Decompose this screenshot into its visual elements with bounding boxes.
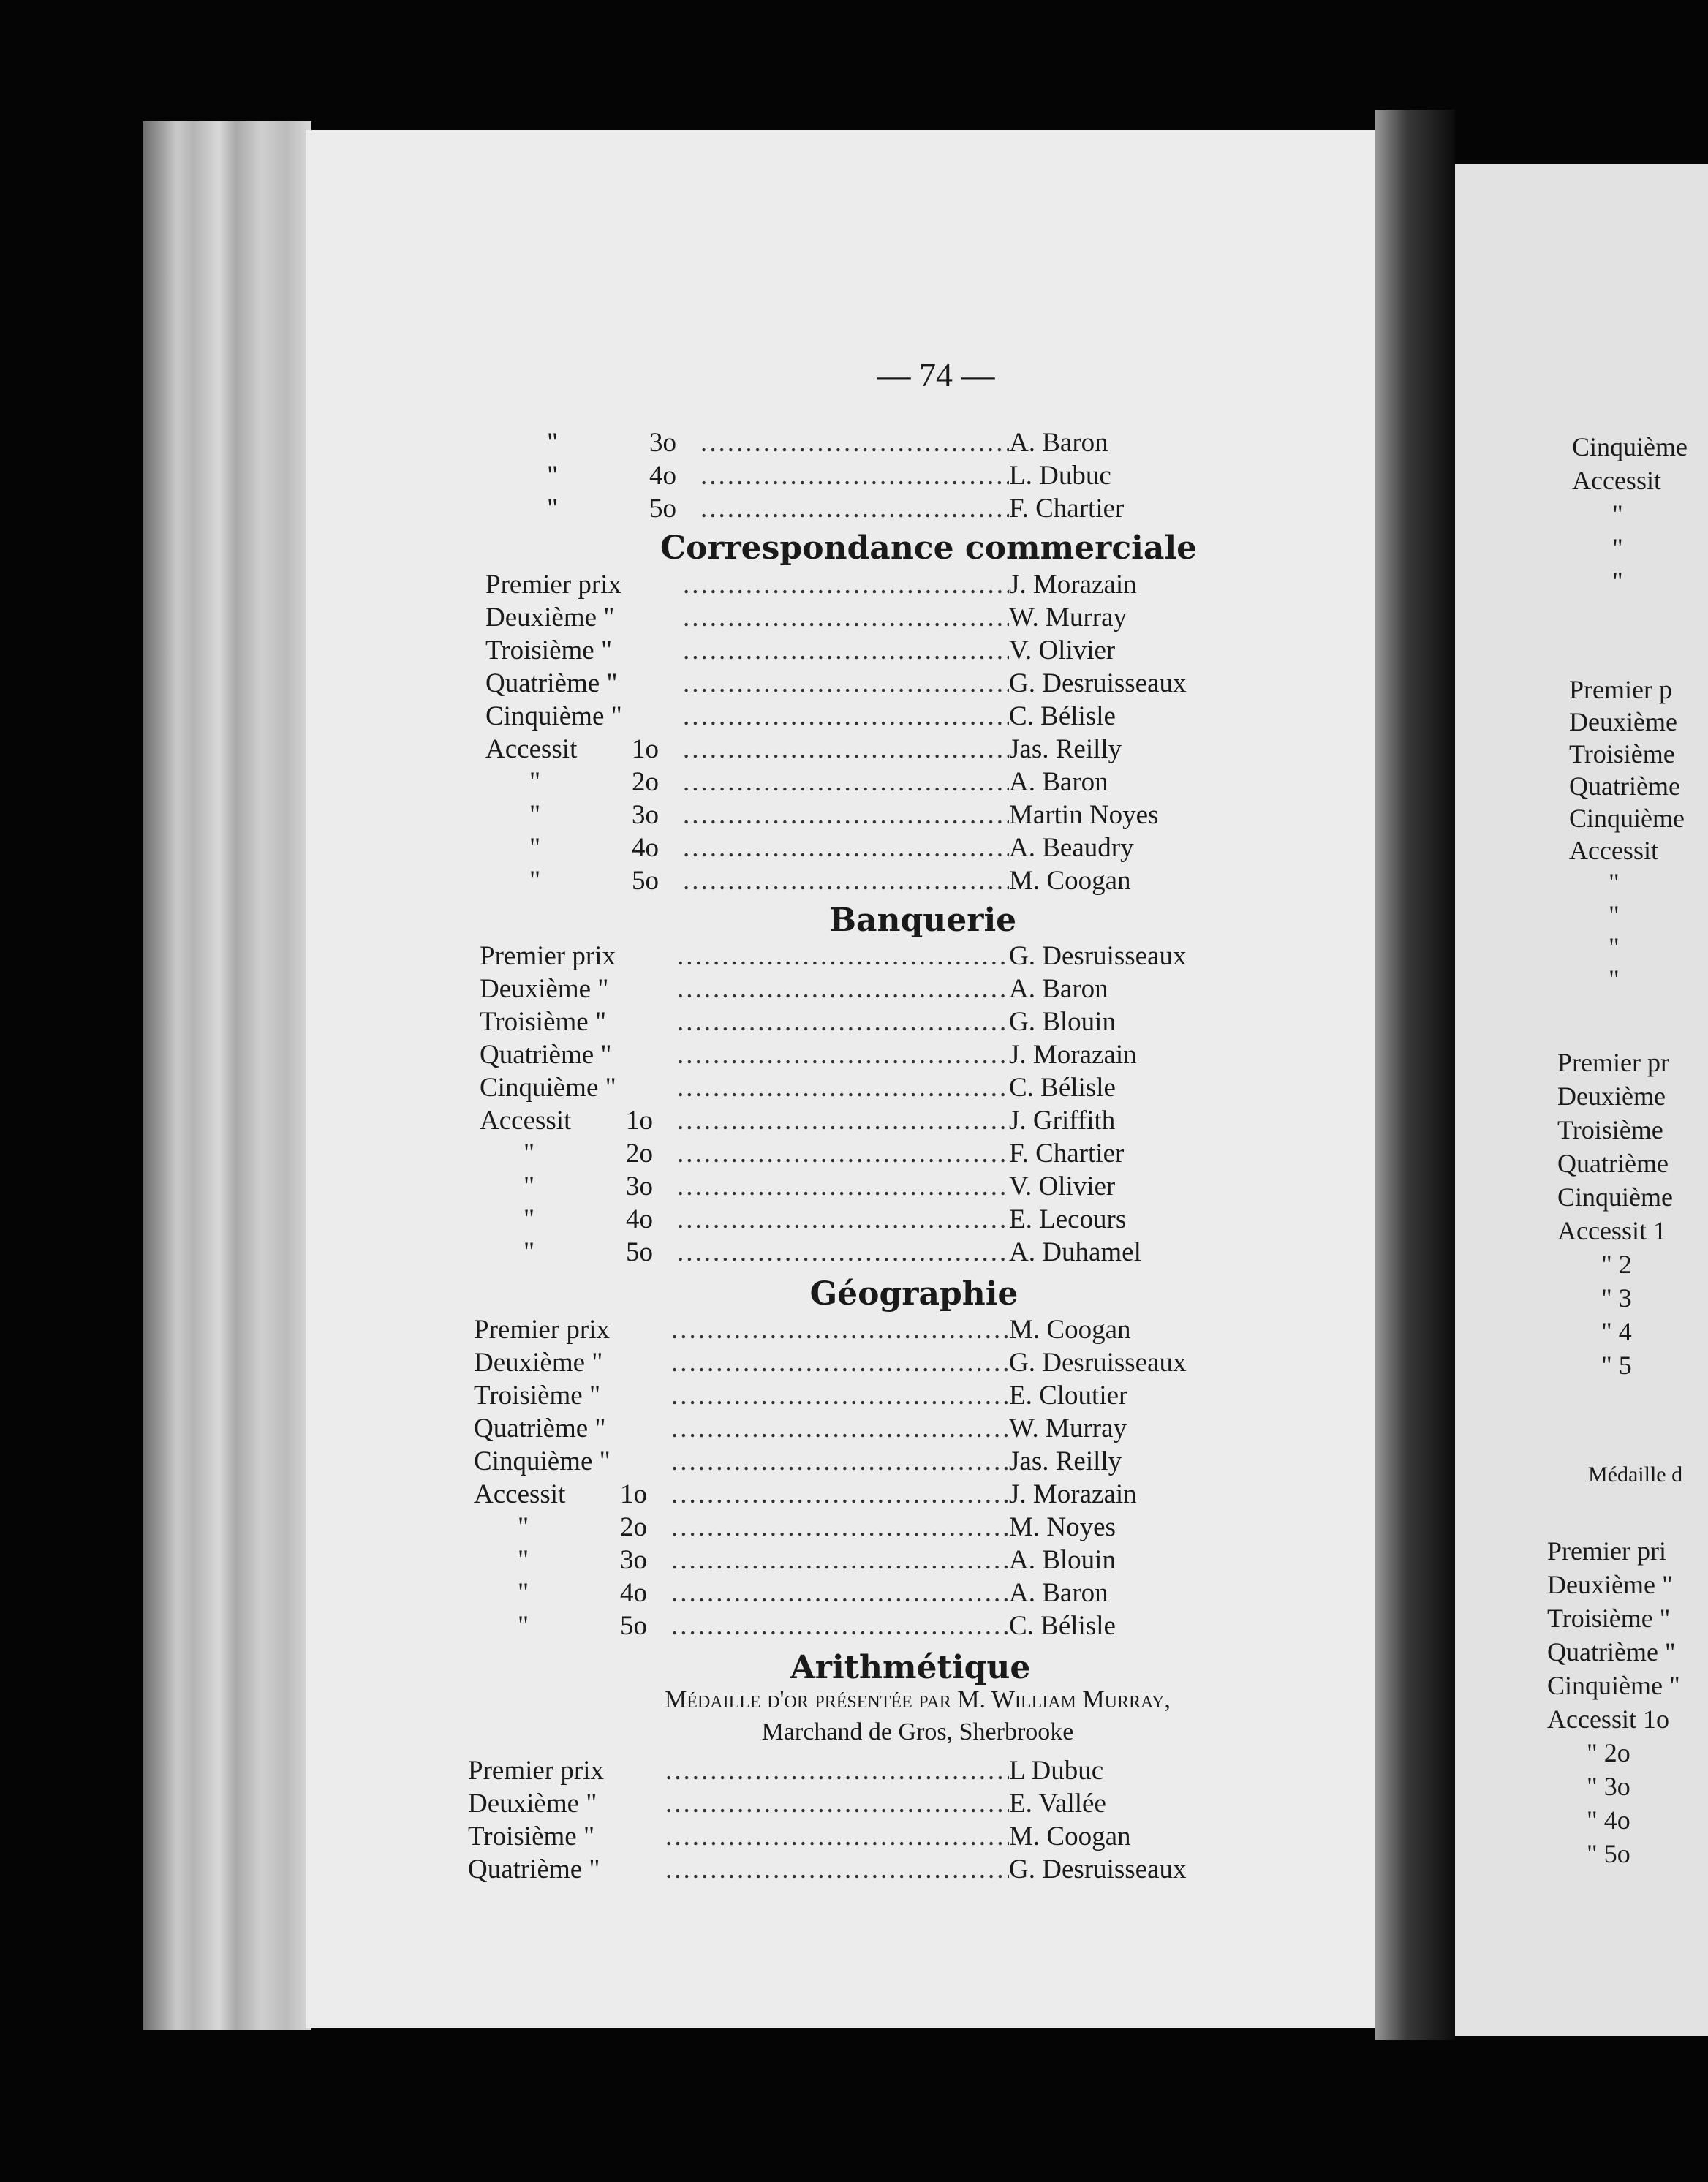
accessit-ordinal: 5o bbox=[632, 866, 659, 896]
right-medal-note: Médaille d bbox=[1588, 1462, 1683, 1487]
leader-dots bbox=[671, 1511, 1009, 1544]
prize-rank: Cinquième " bbox=[480, 1073, 616, 1103]
right-line: Deuxième " bbox=[1547, 1570, 1673, 1599]
right-line: " bbox=[1609, 900, 1620, 929]
leader-dots bbox=[700, 460, 1009, 492]
accessit-ordinal: 1o bbox=[626, 1106, 653, 1136]
prize-row bbox=[480, 1237, 1243, 1269]
student-name: L Dubuc bbox=[1009, 1756, 1104, 1786]
section-heading: Géographie bbox=[809, 1275, 1019, 1313]
right-line: " bbox=[1609, 964, 1620, 994]
prize-row bbox=[485, 569, 1243, 601]
prize-row bbox=[474, 1511, 1243, 1544]
leader-dots bbox=[671, 1347, 1009, 1379]
student-name: M. Coogan bbox=[1009, 1822, 1131, 1851]
prize-row bbox=[474, 1380, 1243, 1412]
right-line: Accessit 1 bbox=[1557, 1216, 1666, 1245]
right-line: " 2 bbox=[1601, 1250, 1632, 1279]
prize-rank: Premier prix bbox=[485, 570, 621, 600]
accessit-ordinal: 4o bbox=[620, 1578, 647, 1608]
leader-dots bbox=[665, 1854, 1009, 1886]
leader-dots bbox=[671, 1314, 1009, 1346]
leader-dots bbox=[665, 1755, 1009, 1787]
right-line: " 4 bbox=[1601, 1317, 1632, 1346]
leader-dots bbox=[677, 1204, 1009, 1236]
student-name: W. Murray bbox=[1009, 1413, 1127, 1443]
prize-rank: " bbox=[518, 1578, 529, 1608]
right-line: Cinquième " bbox=[1547, 1671, 1680, 1700]
accessit-ordinal: 4o bbox=[626, 1204, 653, 1234]
prize-row bbox=[468, 1788, 1243, 1820]
continued-row bbox=[503, 460, 1243, 492]
prize-row bbox=[485, 733, 1243, 766]
prize-row bbox=[474, 1544, 1243, 1577]
student-name: J. Morazain bbox=[1009, 570, 1137, 600]
prize-rank: Deuxième " bbox=[468, 1789, 597, 1819]
right-line: Deuxième bbox=[1557, 1081, 1666, 1111]
prize-row bbox=[485, 799, 1243, 831]
prize-row bbox=[474, 1314, 1243, 1346]
prize-rank: Accessit bbox=[474, 1479, 566, 1509]
accessit-ordinal: 3o bbox=[632, 800, 659, 830]
leader-dots bbox=[683, 635, 1009, 667]
leader-dots bbox=[677, 1237, 1009, 1269]
prize-rank: " bbox=[529, 767, 541, 797]
prize-row bbox=[468, 1821, 1243, 1853]
prize-rank: " bbox=[524, 1171, 535, 1201]
accessit-ordinal: 1o bbox=[620, 1479, 647, 1509]
leader-dots bbox=[665, 1821, 1009, 1853]
student-name: Jas. Reilly bbox=[1009, 734, 1122, 764]
right-line: Cinquième bbox=[1572, 432, 1688, 461]
leader-dots bbox=[677, 1171, 1009, 1203]
prize-rank: Deuxième " bbox=[474, 1348, 603, 1378]
leader-dots bbox=[677, 1105, 1009, 1137]
prize-row bbox=[474, 1347, 1243, 1379]
student-name: J. Morazain bbox=[1009, 1479, 1137, 1509]
prize-rank: Troisième " bbox=[474, 1381, 601, 1411]
right-line: " 3 bbox=[1601, 1283, 1632, 1313]
prize-row bbox=[480, 1006, 1243, 1038]
accessit-ordinal: 3o bbox=[620, 1545, 647, 1575]
right-line: " 2o bbox=[1587, 1738, 1630, 1767]
student-name: G. Desruisseaux bbox=[1009, 1348, 1187, 1378]
student-name: A. Duhamel bbox=[1009, 1237, 1141, 1267]
prize-row bbox=[468, 1854, 1243, 1886]
prize-row bbox=[480, 973, 1243, 1005]
student-name: A. Baron bbox=[1009, 1578, 1108, 1608]
prize-row bbox=[474, 1446, 1243, 1478]
right-line: " bbox=[1609, 932, 1620, 962]
right-line: Accessit 1o bbox=[1547, 1705, 1669, 1734]
right-line: Accessit bbox=[1572, 466, 1661, 495]
prize-rank: " bbox=[518, 1512, 529, 1542]
prize-rank: " bbox=[529, 866, 541, 896]
student-name: J. Griffith bbox=[1009, 1106, 1116, 1136]
student-name: A. Baron bbox=[1009, 428, 1108, 458]
prize-row bbox=[480, 1138, 1243, 1170]
prize-row bbox=[485, 832, 1243, 864]
prize-rank: Quatrième " bbox=[485, 668, 618, 698]
leader-dots bbox=[677, 1072, 1009, 1104]
student-name: M. Coogan bbox=[1009, 1315, 1131, 1345]
prize-row bbox=[485, 865, 1243, 897]
student-name: E. Vallée bbox=[1009, 1789, 1106, 1819]
student-name: E. Cloutier bbox=[1009, 1381, 1128, 1411]
prize-rank: " bbox=[524, 1237, 535, 1267]
right-line: Troisième " bbox=[1547, 1604, 1671, 1633]
prize-rank: " bbox=[518, 1545, 529, 1575]
prize-row bbox=[485, 668, 1243, 700]
prize-rank: Troisième " bbox=[485, 635, 613, 665]
right-line: " bbox=[1612, 567, 1623, 596]
right-line: Premier pr bbox=[1557, 1048, 1669, 1077]
prize-rank: Troisième " bbox=[468, 1822, 595, 1851]
leader-dots bbox=[683, 865, 1009, 897]
prize-rank: Premier prix bbox=[468, 1756, 604, 1786]
leader-dots bbox=[677, 1006, 1009, 1038]
prize-rank: Cinquième " bbox=[485, 701, 622, 731]
accessit-ordinal: 4o bbox=[632, 833, 659, 863]
right-line: " bbox=[1612, 499, 1623, 529]
medal-note-sub: Marchand de Gros, Sherbrooke bbox=[761, 1718, 1074, 1745]
accessit-ordinal: 2o bbox=[620, 1512, 647, 1542]
student-name: C. Bélisle bbox=[1009, 1073, 1116, 1103]
leader-dots bbox=[671, 1577, 1009, 1609]
accessit-ordinal: 3o bbox=[649, 428, 676, 458]
right-line: Quatrième bbox=[1569, 771, 1680, 801]
prize-row bbox=[485, 701, 1243, 733]
leader-dots bbox=[700, 427, 1009, 459]
prize-rank: Premier prix bbox=[474, 1315, 610, 1345]
leader-dots bbox=[683, 832, 1009, 864]
leader-dots bbox=[665, 1788, 1009, 1820]
student-name: G. Desruisseaux bbox=[1009, 668, 1187, 698]
leader-dots bbox=[677, 940, 1009, 973]
right-line: Quatrième " bbox=[1547, 1637, 1676, 1666]
student-name: E. Lecours bbox=[1009, 1204, 1127, 1234]
accessit-ordinal: 2o bbox=[632, 767, 659, 797]
student-name: G. Blouin bbox=[1009, 1007, 1116, 1037]
student-name: A. Beaudry bbox=[1009, 833, 1134, 863]
prize-row bbox=[474, 1479, 1243, 1511]
leader-dots bbox=[700, 493, 1009, 525]
leader-dots bbox=[677, 1039, 1009, 1071]
prize-row bbox=[480, 1105, 1243, 1137]
section-heading: Banquerie bbox=[828, 902, 1017, 939]
leader-dots bbox=[671, 1610, 1009, 1642]
leader-dots bbox=[683, 701, 1009, 733]
prize-row bbox=[480, 1039, 1243, 1071]
student-name: V. Olivier bbox=[1009, 635, 1116, 665]
book-page-edges bbox=[143, 121, 311, 2030]
prize-rank: Deuxième " bbox=[480, 974, 609, 1004]
right-line: Troisième bbox=[1569, 739, 1675, 769]
right-line: " 5o bbox=[1587, 1839, 1630, 1868]
section-heading: Correspondance commerciale bbox=[660, 529, 1198, 567]
right-line: " 3o bbox=[1587, 1772, 1630, 1801]
prize-rank: " bbox=[518, 1611, 529, 1641]
book-gutter bbox=[1375, 110, 1455, 2040]
right-line: Troisième bbox=[1557, 1115, 1663, 1144]
right-line: Premier p bbox=[1569, 675, 1672, 704]
right-line: " bbox=[1612, 533, 1623, 562]
prize-rank: " bbox=[524, 1204, 535, 1234]
prize-rank: Deuxième " bbox=[485, 603, 615, 633]
student-name: G. Desruisseaux bbox=[1009, 941, 1187, 971]
leader-dots bbox=[677, 1138, 1009, 1170]
right-line: Premier pri bbox=[1547, 1536, 1666, 1566]
leader-dots bbox=[683, 733, 1009, 766]
section-heading: Arithmétique bbox=[790, 1649, 1031, 1686]
prize-rank: Cinquième " bbox=[474, 1446, 611, 1476]
student-name: Martin Noyes bbox=[1009, 800, 1159, 830]
leader-dots bbox=[683, 668, 1009, 700]
accessit-ordinal: 1o bbox=[632, 734, 659, 764]
continued-row bbox=[503, 493, 1243, 525]
right-line: Deuxième bbox=[1569, 707, 1677, 736]
student-name: G. Desruisseaux bbox=[1009, 1854, 1187, 1884]
right-line: Accessit bbox=[1569, 836, 1658, 865]
prize-row bbox=[474, 1610, 1243, 1642]
student-name: W. Murray bbox=[1009, 603, 1127, 633]
student-name: M. Noyes bbox=[1009, 1512, 1116, 1542]
student-name: F. Chartier bbox=[1009, 494, 1125, 524]
prize-rank: Troisième " bbox=[480, 1007, 607, 1037]
accessit-ordinal: 4o bbox=[649, 461, 676, 491]
prize-rank: " bbox=[547, 494, 559, 524]
right-line: " 5 bbox=[1601, 1351, 1632, 1380]
prize-row bbox=[474, 1413, 1243, 1445]
leader-dots bbox=[677, 973, 1009, 1005]
leader-dots bbox=[683, 569, 1009, 601]
prize-rank: Quatrième " bbox=[474, 1413, 606, 1443]
prize-row bbox=[468, 1755, 1243, 1787]
student-name: M. Coogan bbox=[1009, 866, 1131, 896]
leader-dots bbox=[683, 602, 1009, 634]
prize-rank: " bbox=[547, 428, 559, 458]
leader-dots bbox=[671, 1413, 1009, 1445]
prize-rank: Accessit bbox=[485, 734, 578, 764]
page-number: — 74 — bbox=[877, 356, 995, 393]
accessit-ordinal: 3o bbox=[626, 1171, 653, 1201]
student-name: C. Bélisle bbox=[1009, 1611, 1116, 1641]
right-line: Quatrième bbox=[1557, 1149, 1669, 1178]
student-name: A. Baron bbox=[1009, 974, 1108, 1004]
right-line: Cinquième bbox=[1569, 804, 1685, 833]
prize-row bbox=[474, 1577, 1243, 1609]
right-line: Cinquième bbox=[1557, 1182, 1673, 1212]
leader-dots bbox=[683, 799, 1009, 831]
student-name: C. Bélisle bbox=[1009, 701, 1116, 731]
prize-rank: " bbox=[547, 461, 559, 491]
leader-dots bbox=[671, 1544, 1009, 1577]
prize-rank: Quatrième " bbox=[468, 1854, 600, 1884]
student-name: J. Morazain bbox=[1009, 1040, 1137, 1070]
medal-note: Médaille d'or présentée par M. William Murray, bbox=[665, 1686, 1171, 1713]
leader-dots bbox=[671, 1479, 1009, 1511]
prize-rank: " bbox=[529, 833, 541, 863]
prize-rank: Premier prix bbox=[480, 941, 616, 971]
leader-dots bbox=[683, 766, 1009, 799]
leader-dots bbox=[671, 1380, 1009, 1412]
prize-row bbox=[480, 1204, 1243, 1236]
student-name: Jas. Reilly bbox=[1009, 1446, 1122, 1476]
student-name: A. Baron bbox=[1009, 767, 1108, 797]
accessit-ordinal: 2o bbox=[626, 1139, 653, 1169]
student-name: A. Blouin bbox=[1009, 1545, 1116, 1575]
student-name: L. Dubuc bbox=[1009, 461, 1111, 491]
prize-rank: " bbox=[529, 800, 541, 830]
right-line: " 4o bbox=[1587, 1805, 1630, 1835]
student-name: F. Chartier bbox=[1009, 1139, 1125, 1169]
continued-row bbox=[503, 427, 1243, 459]
accessit-ordinal: 5o bbox=[649, 494, 676, 524]
prize-row bbox=[485, 766, 1243, 799]
prize-rank: " bbox=[524, 1139, 535, 1169]
prize-rank: Quatrième " bbox=[480, 1040, 612, 1070]
prize-rank: Accessit bbox=[480, 1106, 572, 1136]
accessit-ordinal: 5o bbox=[620, 1611, 647, 1641]
prize-row bbox=[480, 1171, 1243, 1203]
prize-row bbox=[485, 635, 1243, 667]
student-name: V. Olivier bbox=[1009, 1171, 1116, 1201]
leader-dots bbox=[671, 1446, 1009, 1478]
prize-row bbox=[480, 1072, 1243, 1104]
prize-row bbox=[485, 602, 1243, 634]
prize-row bbox=[480, 940, 1243, 973]
right-line: " bbox=[1609, 868, 1620, 897]
accessit-ordinal: 5o bbox=[626, 1237, 653, 1267]
